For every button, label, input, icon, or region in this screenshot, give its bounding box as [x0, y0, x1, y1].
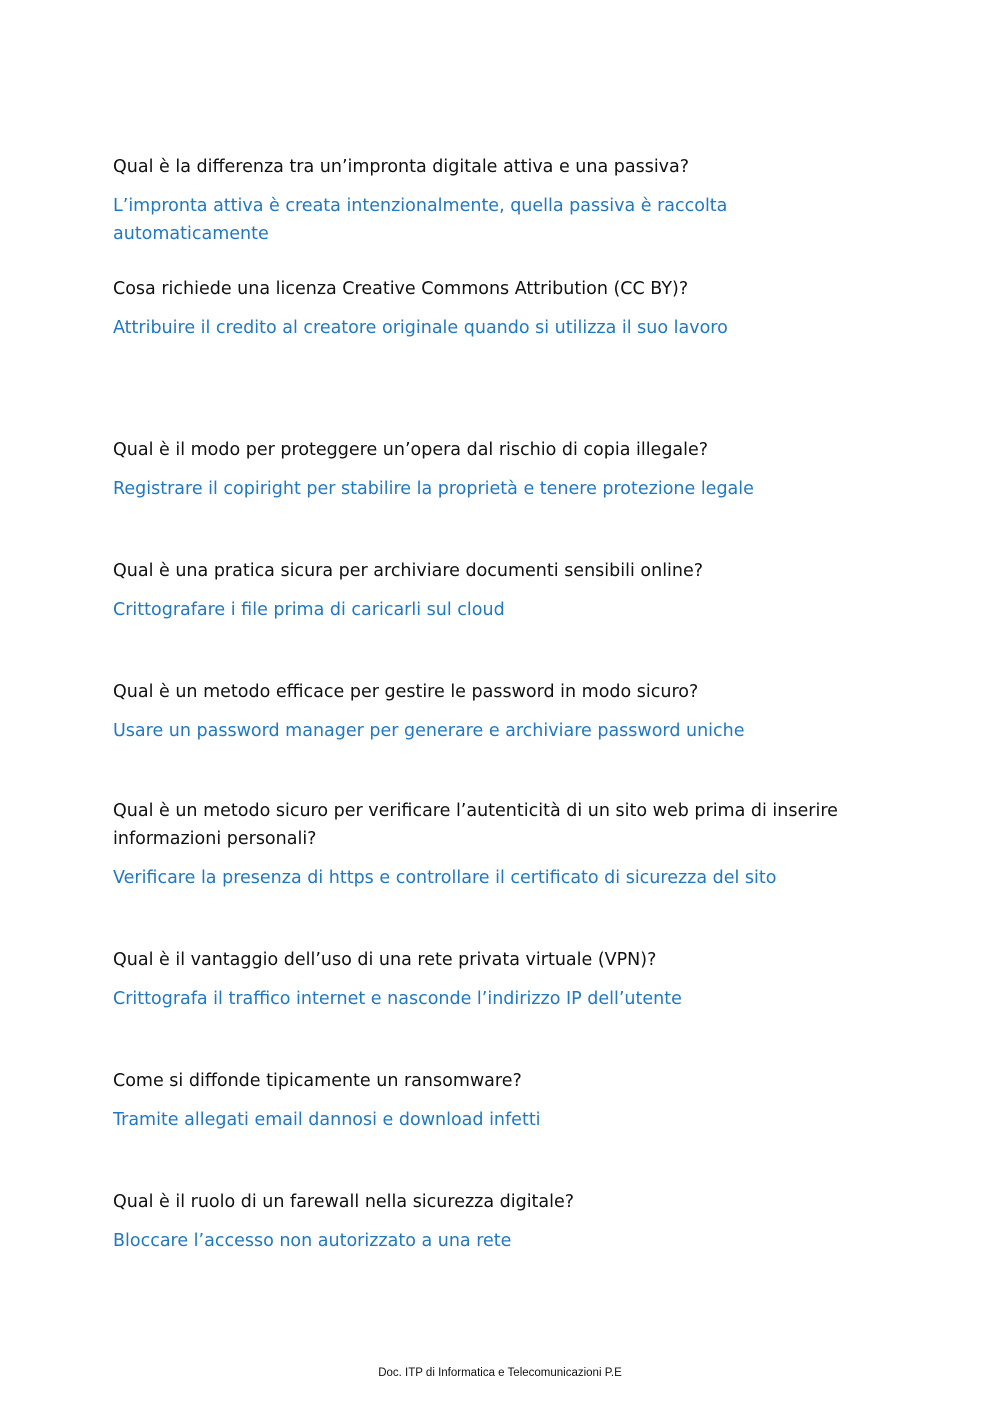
question-text: Come si diffonde tipicamente un ransomware?: [113, 1071, 522, 1091]
qa-block-5: [113, 678, 873, 745]
page-footer: Doc. ITP di Informatica e Telecomunicazioni P.E: [378, 1367, 622, 1379]
qa-block-2: [113, 275, 873, 342]
answer-text: L’impronta attiva è creata intenzionalmente, quella passiva è raccolta automaticamente: [113, 196, 728, 244]
answer-text: Tramite allegati email dannosi e download infetti: [113, 1110, 541, 1130]
question-text: Qual è il modo per proteggere un’opera dal rischio di copia illegale?: [113, 440, 709, 460]
question-text: Qual è il vantaggio dell’uso di una rete privata virtuale (VPN)?: [113, 950, 657, 970]
question-text: Qual è una pratica sicura per archiviare documenti sensibili online?: [113, 561, 704, 581]
qa-block-3: [113, 436, 873, 503]
qa-block-7: [113, 946, 873, 1013]
answer-text: Bloccare l’accesso non autorizzato a una rete: [113, 1231, 512, 1251]
qa-block-9: [113, 1188, 873, 1255]
qa-block-8: [113, 1067, 873, 1134]
qa-block-4: [113, 557, 873, 624]
answer-text: Attribuire il credito al creatore originale quando si utilizza il suo lavoro: [113, 318, 728, 338]
qa-block-6: [113, 797, 873, 892]
answer-text: Crittografa il traffico internet e nasconde l’indirizzo IP dell’utente: [113, 989, 682, 1009]
answer-text: Verificare la presenza di https e controllare il certificato di sicurezza del sito: [113, 868, 777, 888]
question-text: Qual è un metodo sicuro per verificare l’autenticità di un sito web prima di inserire informazioni personali?: [113, 801, 838, 849]
question-text: Qual è la differenza tra un’impronta digitale attiva e una passiva?: [113, 157, 690, 177]
question-text: Qual è un metodo efficace per gestire le password in modo sicuro?: [113, 682, 699, 702]
question-text: Qual è il ruolo di un farewall nella sicurezza digitale?: [113, 1192, 575, 1212]
qa-block-1: [113, 153, 873, 248]
answer-text: Registrare il copiright per stabilire la proprietà e tenere protezione legale: [113, 479, 754, 499]
question-text: Cosa richiede una licenza Creative Commons Attribution (CC BY)?: [113, 279, 689, 299]
answer-text: Crittografare i file prima di caricarli sul cloud: [113, 600, 505, 620]
answer-text: Usare un password manager per generare e archiviare password uniche: [113, 721, 745, 741]
